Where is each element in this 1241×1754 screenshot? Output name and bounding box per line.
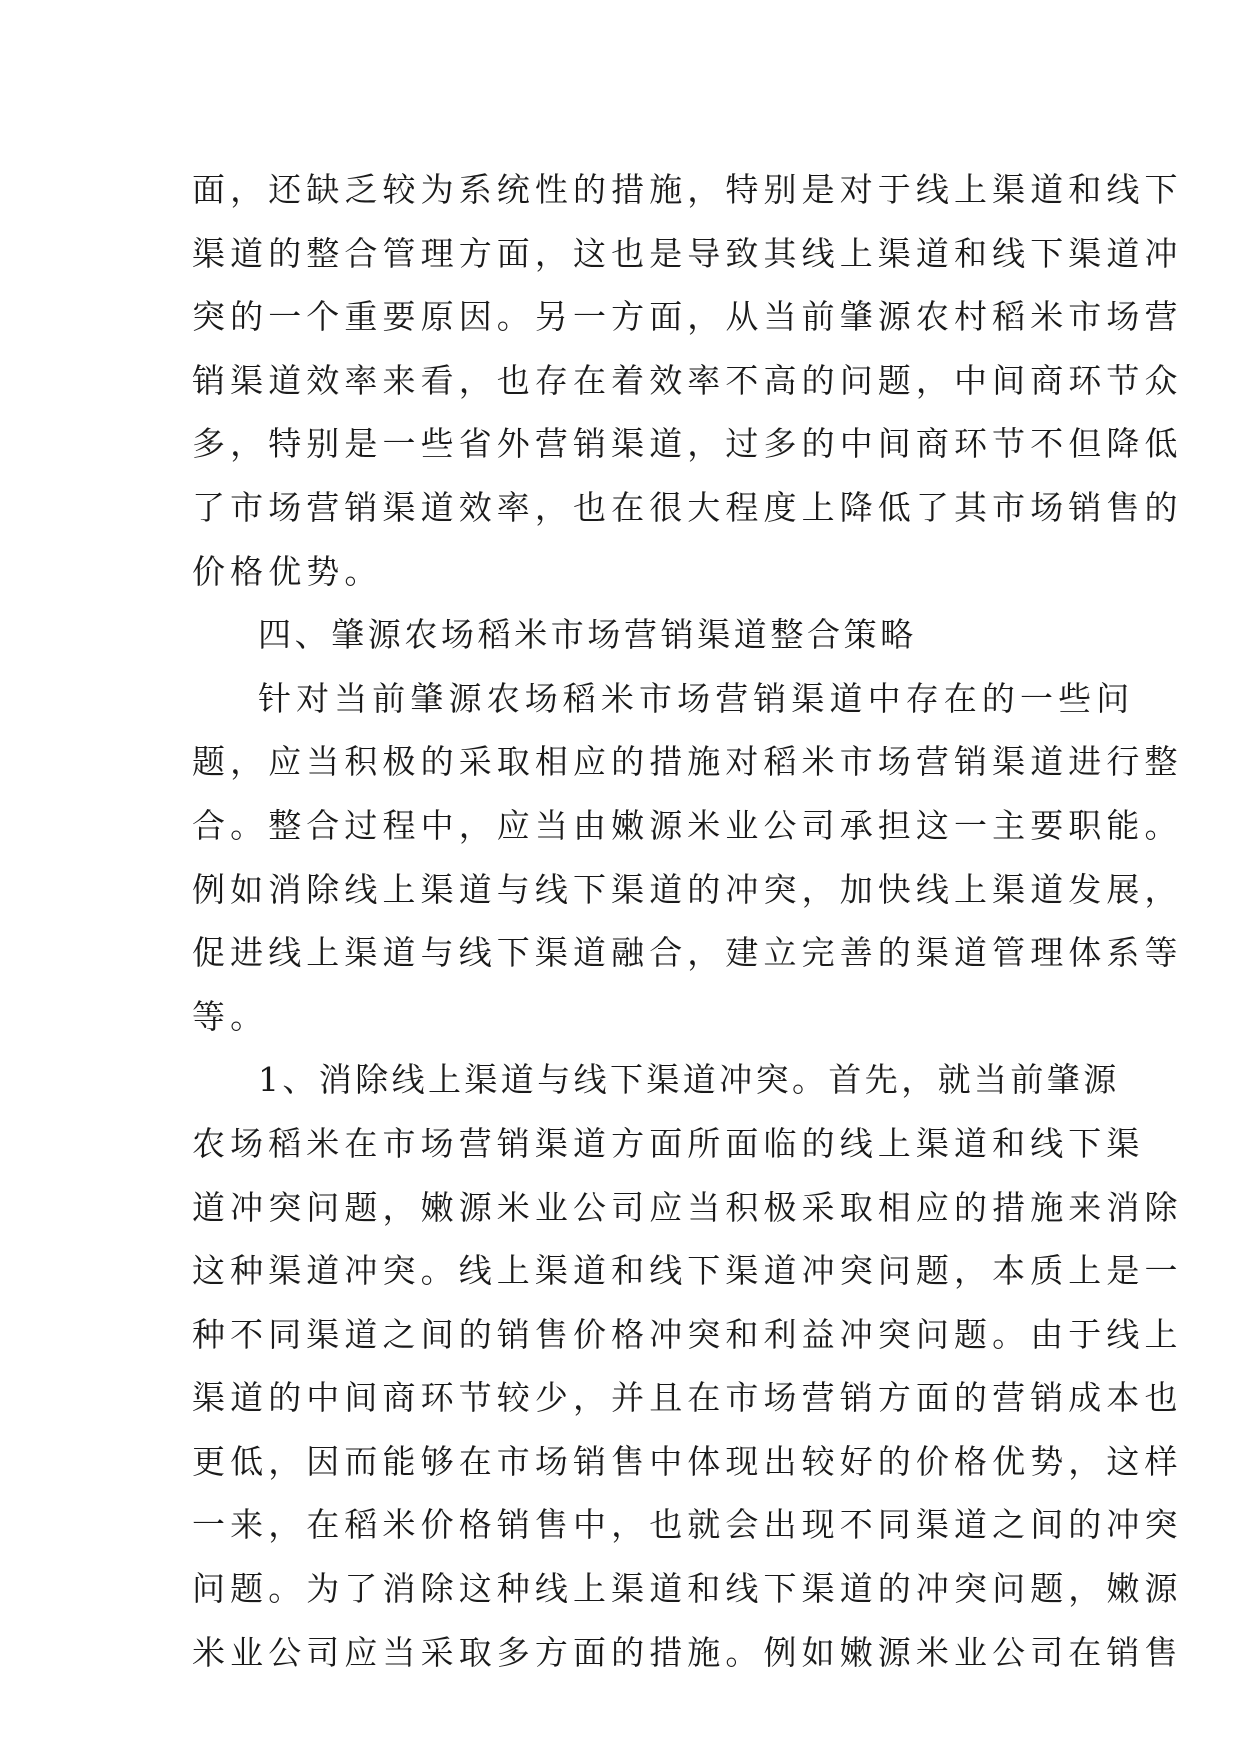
text-line: 种不同渠道之间的销售价格冲突和利益冲突问题。由于线上 [192, 1314, 1183, 1354]
text-line: 面，还缺乏较为系统性的措施，特别是对于线上渠道和线下 [192, 170, 1183, 209]
text-line: 多，特别是一些省外营销渠道，过多的中间商环节不但降低 [192, 424, 1183, 464]
text-line: 促进线上渠道与线下渠道融合，建立完善的渠道管理体系等 [192, 933, 1183, 973]
text-line: 米业公司应当采取多方面的措施。例如嫩源米业公司在销售 [192, 1632, 1183, 1672]
text-line: 针对当前肇源农场稻米市场营销渠道中存在的一些问 [258, 678, 1135, 718]
text-line: 渠道的中间商环节较少，并且在市场营销方面的营销成本也 [192, 1378, 1183, 1418]
text-line: 突的一个重要原因。另一方面，从当前肇源农村稻米市场营 [192, 297, 1183, 337]
text-line: 题，应当积极的采取相应的措施对稻米市场营销渠道进行整 [192, 742, 1183, 782]
text-line: 一来，在稻米价格销售中，也就会出现不同渠道之间的冲突 [192, 1505, 1183, 1545]
paragraph-integration-intro [192, 667, 1183, 1049]
text-line: 1、消除线上渠道与线下渠道冲突。首先，就当前肇源 [258, 1060, 1120, 1100]
text-line: 这种渠道冲突。线上渠道和线下渠道冲突问题，本质上是一 [192, 1251, 1183, 1291]
text-line: 等。 [192, 996, 269, 1036]
text-line: 了市场营销渠道效率，也在很大程度上降低了其市场销售的 [192, 487, 1183, 527]
text-line: 农场稻米在市场营销渠道方面所面临的线上渠道和线下渠 [192, 1123, 1145, 1163]
text-line: 价格优势。 [192, 551, 383, 591]
document-body [192, 158, 1183, 1684]
text-line: 问题。为了消除这种线上渠道和线下渠道的冲突问题，嫩源 [192, 1569, 1183, 1609]
text-line: 合。整合过程中，应当由嫩源米业公司承担这一主要职能。 [192, 805, 1183, 845]
paragraph-eliminate-conflict [192, 1048, 1183, 1684]
text-line: 更低，因而能够在市场销售中体现出较好的价格优势，这样 [192, 1441, 1183, 1481]
text-line: 销渠道效率来看，也存在着效率不高的问题，中间商环节众 [192, 360, 1183, 400]
section-heading: 四、肇源农场稻米市场营销渠道整合策略 [258, 615, 917, 655]
paragraph-channel-efficiency [192, 158, 1183, 603]
text-line: 例如消除线上渠道与线下渠道的冲突，加快线上渠道发展， [192, 869, 1183, 909]
text-line: 道冲突问题，嫩源米业公司应当积极采取相应的措施来消除 [192, 1187, 1183, 1227]
text-line: 渠道的整合管理方面，这也是导致其线上渠道和线下渠道冲 [192, 233, 1183, 273]
